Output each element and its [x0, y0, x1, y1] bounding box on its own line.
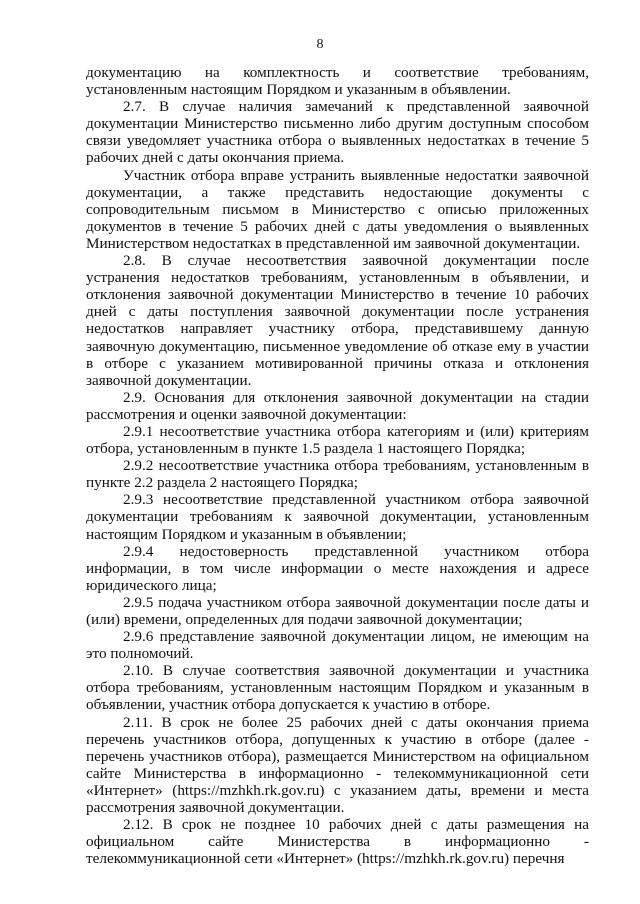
- paragraph-continuation: документацию на комплектность и соответствие требованиям, установленным настоящим Порядком и указанным в объявлении.: [86, 64, 589, 99]
- paragraph-2-9-6: 2.9.6 представление заявочной документации лицом, не имеющим на это полномочий.: [86, 628, 589, 663]
- paragraph-2-9-2: 2.9.2 несоответствие участника отбора требованиям, установленным в пункте 2.2 раздела 2 настоящего Порядка;: [86, 457, 589, 492]
- paragraph-2-10: 2.10. В случае соответствия заявочной документации и участника отбора требованиям, установленным настоящим Порядком и указанным в объявлении, участник отбора допускается к участию в отборе.: [86, 662, 589, 714]
- paragraph-2-11: 2.11. В срок не более 25 рабочих дней с даты окончания приема перечень участников отбора, допущенных к участию в отборе (далее - перечень участников отбора), размещается Министерством на официальном сайте Министерства в информационно - телекоммуникационной сети «Интернет» (https://mzhkh.rk.gov.ru) с указанием даты, времени и места рассмотрения заявочной документации.: [86, 713, 589, 817]
- paragraph-2-7: 2.7. В случае наличия замечаний к представленной заявочной документации Министерство письменно либо другим доступным способом связи уведомляет участника отбора о выявленных недостатках в течение 5 рабочих дней с даты окончания приема.: [86, 98, 589, 167]
- paragraph-2-12: 2.12. В срок не позднее 10 рабочих дней с даты размещения на официальном сайте Министерства в информационно - телекоммуникационной сети «Интернет» (https://mzhkh.rk.gov.ru) перечня: [86, 816, 589, 868]
- paragraph-2-7-remedy: Участник отбора вправе устранить выявленные недостатки заявочной документации, а также представить недостающие документы с сопроводительным письмом в Министерство с описью приложенных документов в течение 5 рабочих дней с даты уведомления о выявленных Министерством недостатках в представленной им заявочной документации.: [86, 166, 589, 252]
- paragraph-2-9-1: 2.9.1 несоответствие участника отбора категориям и (или) критериям отбора, установленным в пункте 1.5 раздела 1 настоящего Порядка;: [86, 422, 589, 458]
- paragraph-2-9-4: 2.9.4 недостоверность представленной участником отбора информации, в том числе информации о месте нахождения и адресе юридического лица;: [86, 542, 589, 594]
- paragraph-2-9-3: 2.9.3 несоответствие представленной участником отбора заявочной документации требованиям к заявочной документации, установленным настоящим Порядком и указанным в объявлении;: [86, 491, 589, 543]
- paragraph-2-8: 2.8. В случае несоответствия заявочной документации после устранения недостатков требованиям, установленным в объявлении, и отклонения заявочной документации Министерство в течение 10 рабочих дней с даты поступления заявочной документации после устранения недостатков направляет участнику отбора, представившему данную заявочную документацию, письменное уведомление об отказе ему в участии в отборе с указанием мотивированной причины отказа и отклонения заявочной документации.: [86, 252, 589, 389]
- paragraph-2-9: 2.9. Основания для отклонения заявочной документации на стадии рассмотрения и оценки заявочной документации:: [86, 388, 589, 423]
- page-number: 8: [316, 37, 324, 52]
- document-body: [86, 64, 589, 867]
- paragraph-2-9-5: 2.9.5 подача участником отбора заявочной документации после даты и (или) времени, определенных для подачи заявочной документации;: [86, 593, 589, 628]
